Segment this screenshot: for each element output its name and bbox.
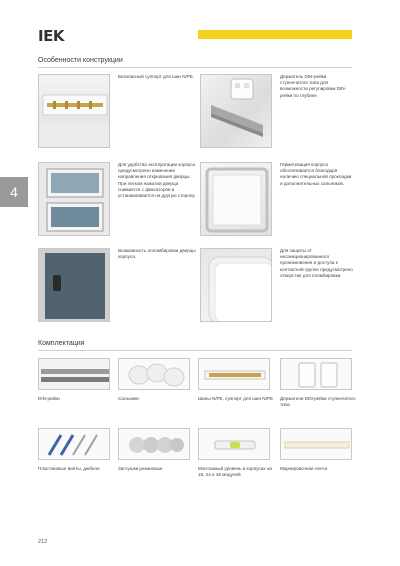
iek-logo: IEK <box>38 27 64 45</box>
kit-divider <box>38 350 352 351</box>
feature-text-6: Для защиты от несанкционированного проникновения и доступа к контактной группе предусмотрено отверстие для пломбировки. <box>280 248 353 278</box>
chapter-tab <box>0 177 28 207</box>
feature-photo-sealing <box>200 162 272 236</box>
kit-photo-rubber-plugs <box>118 428 190 460</box>
features-title: Особенности конструкции <box>38 57 123 64</box>
kit-label-8: Маркировочная лента <box>280 466 328 471</box>
kit-photo-marking-tape <box>280 428 352 460</box>
kit-photo-glands <box>118 358 190 390</box>
kit-photo-bus-bars <box>198 358 270 390</box>
feature-text-3: Для удобства эксплуатации корпуса предусмотрено изменение направления открывания дверцы. При легком нажатии дверца снимается с фиксаторов и устанавливается на другую сторону. <box>118 162 196 199</box>
feature-photo-sealing-door <box>38 248 110 322</box>
feature-photo-bus-support <box>38 74 110 148</box>
kit-photo-din-rails <box>38 358 110 390</box>
page-number: 212 <box>38 539 48 545</box>
kit-label-2: Сальники <box>118 396 139 401</box>
kit-label-5: Пластиковые винты, дюбели <box>38 466 100 471</box>
features-divider <box>38 67 352 68</box>
kit-label-7: Монтажный уровень в корпусах на 18, 24 и 36 модулей <box>198 466 272 478</box>
kit-title: Комплектация <box>38 340 85 347</box>
kit-photo-din-holders <box>280 358 352 390</box>
kit-photo-screws <box>38 428 110 460</box>
feature-photo-seal-hole <box>200 248 272 322</box>
kit-photo-level <box>198 428 270 460</box>
kit-label-3: Шины N/PE, суппорт для шин N/PE <box>198 396 274 401</box>
chapter-number: 4 <box>10 184 18 200</box>
feature-photo-door-reversal <box>38 162 110 236</box>
feature-text-4: Герметизация корпуса обеспечивается благодаря наличию специальной прокладки и дополнительных сальников. <box>280 162 352 186</box>
feature-photo-din-holder <box>200 74 272 148</box>
kit-label-6: Заглушки резиновые <box>118 466 163 471</box>
kit-label-4: Держатели DIN-рейки ступенчатого типа <box>280 396 356 408</box>
feature-text-5: Возможность опломбировки дверцы корпуса. <box>118 248 196 260</box>
header-accent-bar <box>198 30 352 39</box>
kit-label-1: DIN-рейки <box>38 396 60 401</box>
feature-text-1: Безопасный суппорт для шин N/PE. <box>118 74 195 79</box>
feature-text-2: Держатель DIN-рейки ступенчатого типа для возможности регулировки DIN-рейки по глубине. <box>280 74 347 98</box>
